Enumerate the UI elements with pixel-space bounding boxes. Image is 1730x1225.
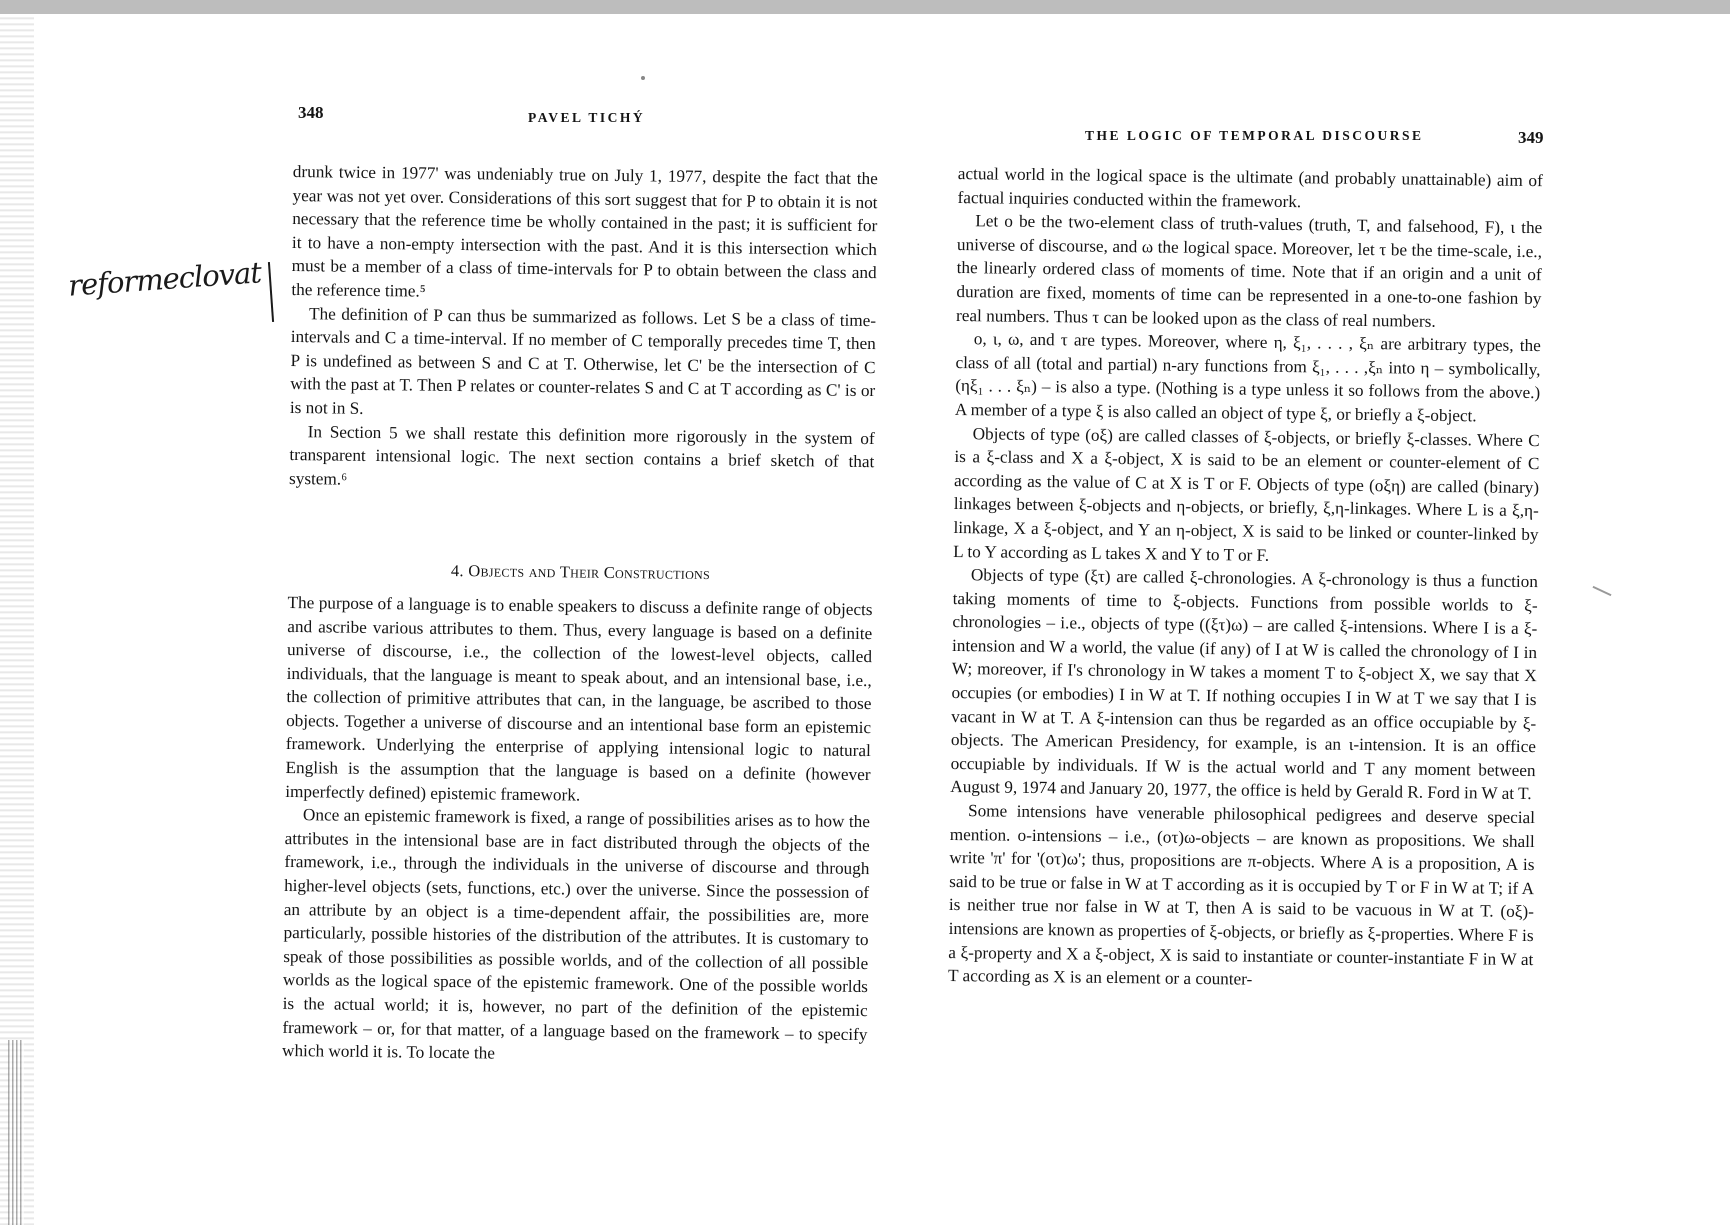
right-page-text (948, 162, 1543, 995)
paragraph: The definition of P can thus be summarized as follows. Let S be a class of time-intervals and C a time-interval. If no member of C temporally precedes time T, then P is undefined as between S and C at T. Otherwise, let C' be the intersection of C with the past at T. Then P relates or counter-relates S and C at T according as C' is or is not in S. (289, 303, 877, 418)
section-number: 4. (450, 561, 465, 581)
scan-top-edge (0, 0, 1730, 14)
section-heading (288, 557, 873, 588)
margin-note-bar (268, 262, 274, 322)
paragraph: Once an epistemic framework is fixed, a range of possibilities arises as to how the attributes in the intensional base are in fact distributed through the objects of the framework, i.e., through the individuals in the universe of discourse and through higher-level objects (sets, functions, etc.) over the universe. Since the possession of an attribute by an object is a time-dependent affair, the possibilities are, more particularly, possible histories of the distribution of the attributes. It is customary to speak of those possibilities as possible worlds, and of the collection of all possible worlds as the logical space of the epistemic framework. One of the possible worlds is the actual world; it is, however, no part of the definition of the epistemic framework – or, for that matter, of a language based on the framework – to specify which world it is. To locate the (282, 805, 871, 1063)
paragraph: Let ο be the two-element class of truth-values (truth, T, and falsehood, F), ι the universe of discourse, and ω the logical space. Moreover, let τ be the time-scale, i.e., the linearly ordered class of moments of time. Note that if an origin and a unit of duration are fixed, moments of time can be represented in a one-to-one fashion by real numbers. Thus τ can be looked upon as the class of real numbers. (956, 211, 1543, 331)
paragraph: Some intensions have venerable philosophical pedigrees and deserve special mention. ο-intensions – i.e., (οτ)ω-objects – are known as propositions. We shall write 'π' for '(οτ)ω'; thus, propositions are π-objects. Where A is a proposition, A is said to be true or false in W at T according as it is occupied by T or F in W at T; if A is neither true nor false in W at T, then A is said to be vacuous in W at T. (οξ)-intensions are known as properties of ξ-objects, or briefly as ξ-properties. Where F is a ξ-property and X a ξ-object, X is said to instantiate or counter-instantiate F in W at T according as X is an element or a counter- (947, 801, 1536, 989)
page-number-right: 349 (1518, 128, 1544, 147)
section-title: Objects and Their Constructions (468, 561, 711, 584)
left-page-text (282, 160, 878, 1070)
paragraph: Objects of type (ξτ) are called ξ-chronologies. A ξ-chronology is thus a function taking moments of time to ξ-objects. Functions from possible worlds to ξ-chronologies – i.e., objects of type ((ξτ)ω) – are called ξ-intensions. Where I is a ξ-intension and W a world, the value (if any) of I at W is called the chronology of I in W; moreover, if I's chronology in W takes a moment T to ξ-object X, we say that X occupies (or embodies) I in W at T. If nothing occupies I in W at T we say that I is vacant in W at T. A ξ-intension can thus be regarded as an office occupiable by ξ-objects. The American Presidency, for example, is an ι-intension. It is an office occupiable by individuals. If W is the actual world and T any moment between August 9, 1974 and January 20, 1977, the office is held by Gerald R. Ford in W at T. (950, 565, 1539, 804)
paragraph: actual world in the logical space is the ultimate (and probably unattainable) aim of factual inquiries conducted within the framework. (957, 163, 1543, 211)
running-head-left: PAVEL TICHÝ (528, 110, 646, 125)
paragraph: ο, ι, ω, and τ are types. Moreover, where η, ξ₁, . . . , ξₙ are arbitrary types, the class of all (total and partial) n-ary functions from ξ₁, . . . ,ξₙ into η – symbolically, (ηξ₁ . . . ξₙ) – is also a type. (Nothing is a type unless it so follows from the above.) A member of a type ξ is also called an object of type ξ, or briefly a ξ-object. (954, 329, 1541, 426)
scan-speck (641, 76, 645, 80)
paragraph: drunk twice in 1977' was undeniably true on July 1, 1977, despite the fact that the year was not yet over. Considerations of this sort suggest that for P to obtain it is not necessary that the reference time be wholly contained in the past; it is sufficient for it to have a non-empty intersection with the past. And it is this intersection which must be a member of a class of time-intervals for P to obtain between the class and the reference time.⁵ (291, 161, 878, 301)
paragraph: Objects of type (οξ) are called classes of ξ-objects, or briefly ξ-classes. Where C is a ξ-class and X a ξ-object, X is said to be an element or counter-element of C according as the value of C at X is T or F. Objects of type (οξη) are called (binary) linkages between ξ-objects and η-objects, or briefly, ξ,η-linkages. Where L is a ξ,η-linkage, X a ξ-object, and Y an η-object, X is said to be linked or counter-linked by L to Y according as L takes X and Y to T or F. (953, 423, 1540, 565)
running-head-right: THE LOGIC OF TEMPORAL DISCOURSE (1085, 128, 1424, 143)
paragraph: The purpose of a language is to enable speakers to discuss a definite range of objects and ascribe various attributes to them. Thus, every language is based on a definite universe of discourse, i.e., the collection of the lowest-level objects, called individuals, that the language is meant to speak about, and an intensional base, i.e., the collection of primitive attributes that can, in the language, be ascribed to those objects. Together a universe of discourse and an intentional base form an epistemic framework. Underlying the enterprise of applying intensional logic to natural English is the assumption that the language is based on a definite (however imperfectly defined) epistemic framework. (285, 592, 873, 805)
page-number-left: 348 (298, 103, 324, 122)
handwritten-margin-note: reformeclovat (67, 255, 262, 303)
scan-binding-shadow (8, 1040, 24, 1225)
paragraph: In Section 5 we shall restate this definition more rigorously in the system of transparent intensional logic. The next section contains a brief sketch of that system.⁶ (288, 421, 875, 489)
scan-mark (1593, 586, 1612, 596)
